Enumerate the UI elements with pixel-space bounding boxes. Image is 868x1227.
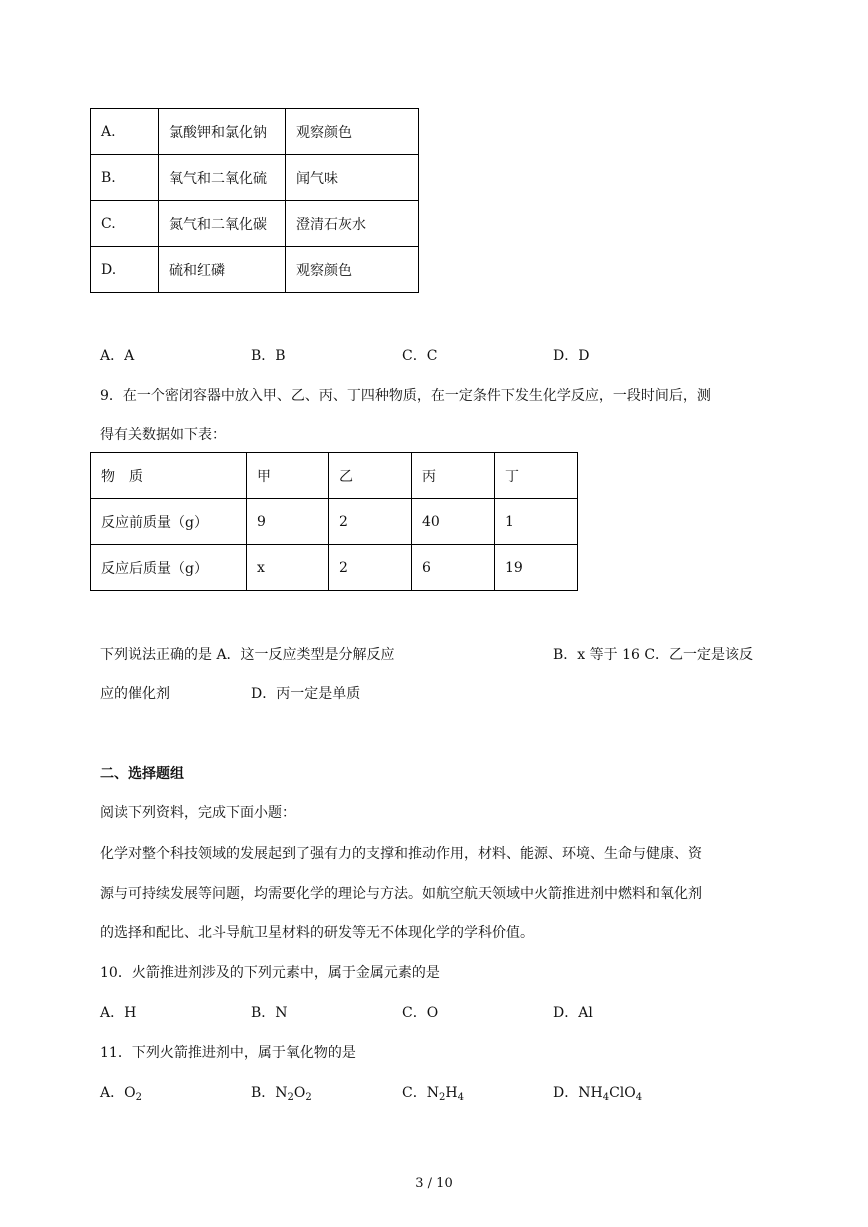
table-cell: D. bbox=[91, 247, 159, 293]
q8-option-d: D．D bbox=[553, 348, 590, 364]
table-cell: B. bbox=[91, 155, 159, 201]
q11-stem: 11．下列火箭推进剂中，属于氧化物的是 bbox=[100, 1045, 356, 1061]
table-cell: 9 bbox=[247, 499, 329, 545]
section-title: 二、选择题组 bbox=[100, 766, 184, 782]
q9-statement-d: D．丙一定是单质 bbox=[251, 686, 361, 702]
table-cell: 40 bbox=[412, 499, 495, 545]
table-header-cell: 丙 bbox=[412, 453, 495, 499]
table-row bbox=[91, 545, 578, 591]
table-cell: 19 bbox=[495, 545, 578, 591]
q8-option-c: C．C bbox=[402, 348, 438, 364]
q10-option-d: D．Al bbox=[553, 1005, 593, 1021]
table-header-cell: 乙 bbox=[329, 453, 412, 499]
q8-table bbox=[90, 108, 419, 293]
table-cell: 反应前质量（g） bbox=[91, 499, 247, 545]
table-row bbox=[91, 499, 578, 545]
page-number: 3 / 10 bbox=[415, 1176, 453, 1191]
q8-option-b: B．B bbox=[251, 348, 286, 364]
table-cell: A. bbox=[91, 109, 159, 155]
table-cell: 观察颜色 bbox=[286, 109, 419, 155]
table-cell: 氧气和二氧化硫 bbox=[159, 155, 286, 201]
table-row bbox=[91, 247, 419, 293]
table-cell: C. bbox=[91, 201, 159, 247]
table-cell: 2 bbox=[329, 499, 412, 545]
q9-statement-a: 下列说法正确的是 A．这一反应类型是分解反应 bbox=[100, 647, 395, 663]
q9-stem-line1: 9．在一个密闭容器中放入甲、乙、丙、丁四种物质，在一定条件下发生化学反应，一段时间后，测 bbox=[100, 388, 711, 404]
table-cell: 6 bbox=[412, 545, 495, 591]
passage-line: 化学对整个科技领域的发展起到了强有力的支撑和推动作用，材料、能源、环境、生命与健康、资 bbox=[100, 846, 702, 862]
q9-statement-bc: B．x 等于 16 C．乙一定是该反 bbox=[553, 647, 754, 663]
table-row bbox=[91, 155, 419, 201]
table-cell: 观察颜色 bbox=[286, 247, 419, 293]
table-cell: 反应后质量（g） bbox=[91, 545, 247, 591]
q11-option-d: D．$NH_4ClO_4$ bbox=[553, 1085, 643, 1103]
q11-option-b: B．$N_2O_2$ bbox=[251, 1085, 312, 1103]
table-cell: 澄清石灰水 bbox=[286, 201, 419, 247]
q9-table bbox=[90, 452, 578, 591]
table-cell: 1 bbox=[495, 499, 578, 545]
table-row bbox=[91, 109, 419, 155]
q10-stem: 10．火箭推进剂涉及的下列元素中，属于金属元素的是 bbox=[100, 965, 440, 981]
q9-stem-line2: 得有关数据如下表： bbox=[100, 427, 226, 443]
table-cell: x bbox=[247, 545, 329, 591]
q11-option-c: C．$N_2H_4$ bbox=[402, 1085, 464, 1103]
section-intro: 阅读下列资料，完成下面小题： bbox=[100, 805, 296, 821]
q10-option-c: C．O bbox=[402, 1005, 439, 1021]
table-cell: 硫和红磷 bbox=[159, 247, 286, 293]
q9-statement-c-cont: 应的催化剂 bbox=[100, 686, 170, 702]
table-cell: 2 bbox=[329, 545, 412, 591]
table-header-cell: 物 质 bbox=[91, 453, 247, 499]
table-header-cell: 甲 bbox=[247, 453, 329, 499]
table-cell: 氯酸钾和氯化钠 bbox=[159, 109, 286, 155]
q8-option-a: A．A bbox=[100, 348, 135, 364]
passage-line: 源与可持续发展等问题，均需要化学的理论与方法。如航空航天领域中火箭推进剂中燃料和氧化剂 bbox=[100, 886, 702, 902]
table-row bbox=[91, 201, 419, 247]
q10-option-a: A．H bbox=[100, 1005, 137, 1021]
passage-line: 的选择和配比、北斗导航卫星材料的研发等无不体现化学的学科价值。 bbox=[100, 925, 534, 941]
table-cell: 氮气和二氧化碳 bbox=[159, 201, 286, 247]
q11-option-a: A．$O_2$ bbox=[100, 1085, 142, 1103]
q10-option-b: B．N bbox=[251, 1005, 288, 1021]
table-cell: 闻气味 bbox=[286, 155, 419, 201]
table-row bbox=[91, 453, 578, 499]
table-header-cell: 丁 bbox=[495, 453, 578, 499]
